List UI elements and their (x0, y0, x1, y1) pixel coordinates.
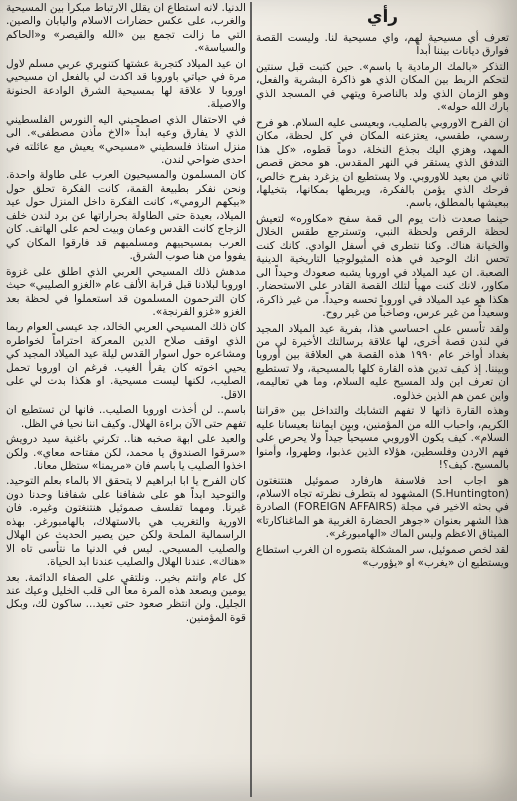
paragraph: حينما صعدت ذات يوم الى قمة سفح «مكاوره» لتعيش لحظة الرقص ولحظة النبي، وتسترجع طقس الخلال والخيانة هناك. وكنا نتطرى في أسفل الوادي. كانك كنت تحس انك الوحيد في هذه المثيولوجيا التاريخية الدينية الصعبة. ان عيد الميلاد في اوروبا يشبه صعودك وحيداً الى مكاور، لانك كنت مهيأ لتلك القصة القادر على الاستحضار. هكذا هو عيد الميلاد في اوروبا تحسه وحيداً. من غير ذاكرة، وسعيداً من غير عرس، وصاخباً من غير روح. (256, 212, 509, 320)
paragraph: كل عام وانتم بخير.. ونلتقي على الصفاء الدائمة. بعد يومين وبصعد هذه المرة معاً الى قلب الخليل وعيك عند الجليل. ولن انتظر صعود حتى تعيد... ساكون لك، وبكل قوة المؤمنين. (6, 571, 246, 624)
paragraph: هو اجاب احد فلاسفة هارفارد صموئيل هنتنغتون (S.Huntington) المشهود له بتطرف نظرته تجاه الاسلام، في بحثه الاخير في مجلة (FOREIGN AFFAIRS) الصادرة هذا الشهر بعنوان «جوهر الحضارة الغربية هو الماغناكارتا» الميثاق الاعظم وليس الماك «الهامبورغر». (256, 474, 509, 541)
paragraph: وهذه القارة ذاتها لا تفهم التشابك والتداخل بين «قراننا الكريم، واحباب الله من المؤمنين، وبين ايماننا بعيسانا عليه السلام». كيف يكون الاوروبي مسيحياً جيداً ولا يحرص على فهم الاردن وفلسطين، هؤلاء الذين عذبوا، وطهروا، وأمنوا بالمسيح. كيف؟! (256, 405, 509, 472)
paragraph: كان المسلمون والمسيحيون العرب على طاولة واحدة. ونحن نفكر بطبيعة القمة، كانت الفكرة تحلق حول «بيكهم الرومي»، كانت الفكرة داخل المنزل حول عيد الميلاد، بعيدة حتى الطاولة بحراراتها عن برد لندن خلف الزجاج كانت القدس وعمان وبيت لحم على الهاتف. كان العرب بمسيحييهم ومسلميهم قد فارقوا المكان كي يفووا من هنا صوب الشرق. (6, 169, 246, 263)
paragraph: التذكر «بالمك الرمادية يا باسم». حين كتبت قبل سنتين لتحكم الربط بين المكان الذي هو ذاكرة البشرية والفعل، وهو الزمان الذي ولد بالناصرة ويتهي في المسجد الذي بارك الله حوله». (256, 60, 509, 114)
column-divider (250, 2, 252, 797)
left-column (6, 2, 246, 795)
paragraph: ان الفرح الاوروبي بالصليب، وبعيسى عليه السلام. هو فرح رسمي، طقسي، يعتزعنه المكان في كل لحظة، مكان المهد، وهزي اليك بجذع النخلة، دوماً قطوه، «كل هذا التدفق الذي يستقر في النهر المقدس. هو محض قصص ثاني من بعيد للاوروبي. ولا يستطيع ان يزغرد بفرح خالص، فرحك الذي يؤمن بالفكرة، ويربطها بمكانها، بتخيلها، ببعيشها بالمطلق، باسم. (256, 116, 509, 210)
paragraph: لقد لخص صموئيل، سر المشكلة بتصوره ان الغرب استطاع ويستطيع ان «يغرب» او «يؤورب» (256, 543, 509, 570)
paragraph: الدنيا. لانه استطاع ان يقلل الارتباط مبكراً بين المسيحية والغرب، على عكس حضارات الاسلام واليابان والصين. التي ما زالت تجمع بين «الله والقيصر» و«الحاكم والسياسة». (6, 2, 246, 55)
paragraph: ان عيد الميلاد كتجربة عشتها كتنويري عربي مسلم لاول مرة في حياتي باوروبا قد اكدت لي بالفعل ان مسيحيي اوروبا لا علاقة لها بمسيحية الشرق الوادعة الحنونة والاصيلة. (6, 57, 246, 111)
paragraph: مدهش ذلك المسيحي العربي الذي اطلق على غزوة اوروبا لبلادنا قبل قرابة الألف عام «الغزو الصليبي» حيث كان الترحمون المسلمون قد استعملوا في لحظة بعد الغزو «غزو الفرنجة». (6, 265, 246, 318)
paragraph: باسم.. لن أخذت اوروبا الصليب.. فانها لن تستطيع ان تفهم حتى الآن براءة الهلال. وكيف اننا نحيا في الظل. (6, 404, 246, 430)
paragraph: تعرف أي مسيحية لهم، واي مسيحية لنا. وليست القصة فوارق ديانات بيننا أبداً (256, 32, 509, 58)
paragraph: والعيد على ابهة صخبه هنا.. تكرني باغنية سيد درويش «سرقوا الصندوق يا محمد، لكن مفتاحه معاي». ولكن اخذوا الصليب يا باسم فان «مريمنا» ستظل معانا. (6, 433, 246, 472)
paragraph: في الاحتفال الذي اصطحبني اليه النورس الفلسطيني الذي لا يفارق وعيه ابداً «الاخ مأذن مصطفى». الى منزل استاذ فلسطيني «مسيحي» يعيش مع عائلته في احدى ضواحي لندن. (6, 113, 246, 166)
column-title: رأي (366, 7, 399, 27)
paragraph: كان الفرح يا ابا ابراهيم لا يتحقق الا بالماء بعلم التوحيد. والتوحيد ابداً هو على شفافنا على شفافنا وحدنا دون غيرنا. ومهما تفلسف صموئيل هنتنغتون وغيره. فان الاورية والتغريب هي بالاستهلاك، بالهامبورغر. بهذه الراسمالية الملحة ولكن حين يصير الحديث عن الهلال والصليب المسيحي. ليس في الدنيا ما نتأسى تاه الا «هناك». عندنا الهلال والصليب عندنا ابد الحياة. (6, 475, 246, 569)
right-column (256, 4, 509, 795)
paragraph: ولقد تأسس على احساسي هذا، بفرية عيد الميلاد المجيد في لندن قصة أخرى، لها علاقة برسالتك الأخيرة لي من بغداد أواخر عام ١٩٩٠ هذه القصة هي العلاقة بين أوروبا وبيننا. إذ كيف تدين هذه القارة كلها بالمسيحية، ولا تستطيع ان تعرف اين ولد المسيح عليه السلام، وما هي تعاليمه، واين عمن هم الذين خذلوه. (256, 322, 509, 402)
paragraph: كان ذلك المسيحي العربي الخالد، جد عيسى العوام ربما الذي اوقف صلاح الدين المعركة احتراماً لخواطره ومشاعره حول اسوار القدس ليلة عيد الميلاد المجيد كي يحيي اخوته كان يقرأ الغيب. فرغم ان اوروبا تحمل الصليب، لكنها ليست مسيحية. او هكذا بدت لي على الاقل. (6, 321, 246, 401)
